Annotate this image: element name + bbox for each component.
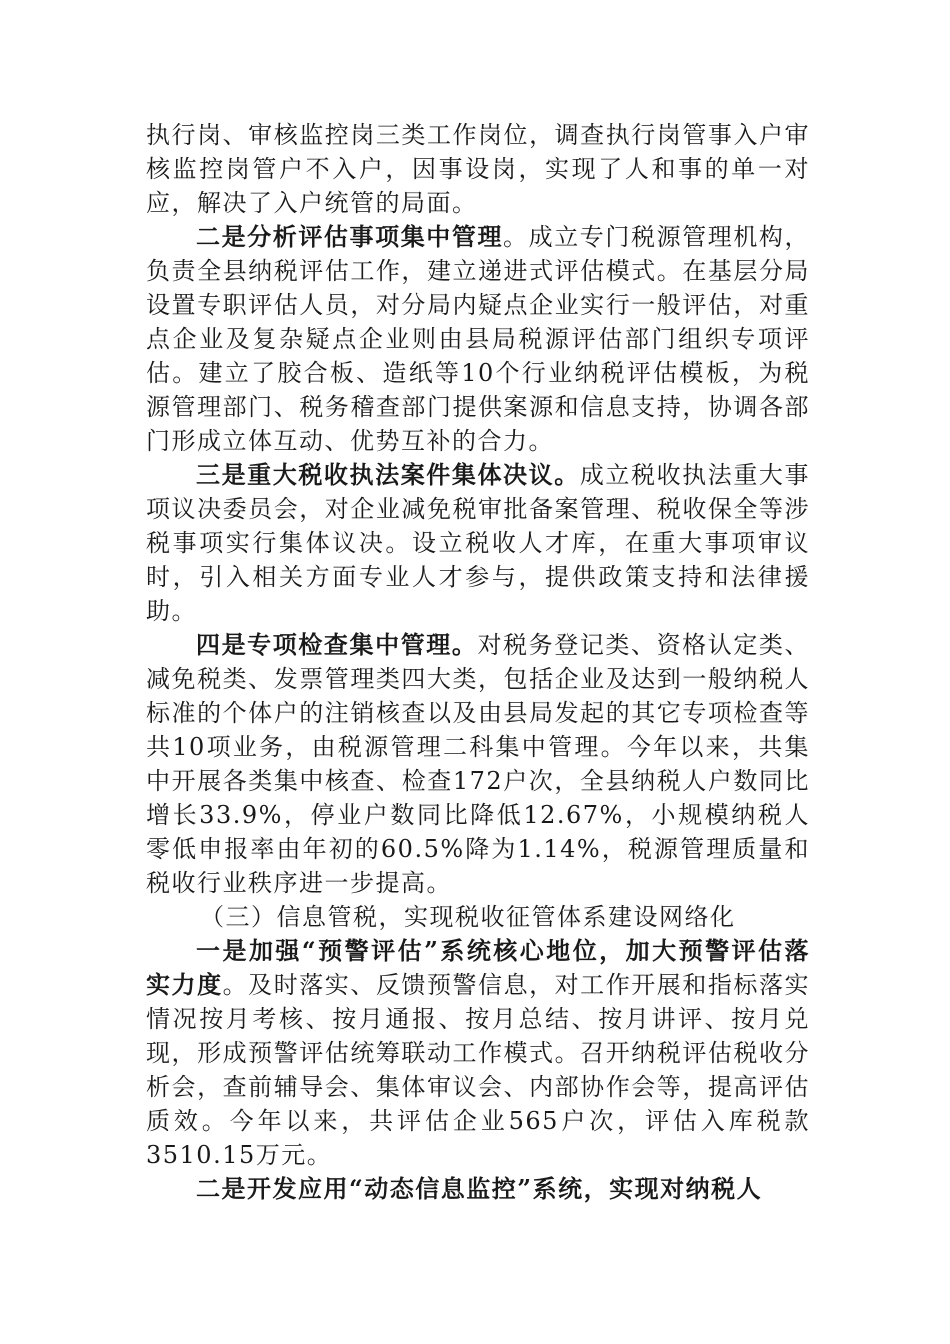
section-heading-text: （三）信息管税，实现税收征管体系建设网络化 [200, 903, 736, 931]
paragraph-4-text: 对税务登记类、资格认定类、减免税类、发票管理类四大类，包括企业及达到一般纳税人标准的个体户的注销核查以及由县局发起的其它专项检查等共10项业务，由税源管理二科集中管理。今年以来，共集中开展各类集中核查、检查172户次，全县纳税人户数同比增长33.9%，停业户数同比降低12.67%，小规模纳税人零低申报率由年初的60.5%降为1.14%，税源管理质量和税收行业秩序进一步提高。 [146, 631, 811, 897]
paragraph-3 [146, 458, 810, 628]
paragraph-7-lead: 二是开发应用“动态信息监控”系统，实现对纳税人 [196, 1174, 763, 1203]
paragraph-3-text: 成立税收执法重大事项议决委员会，对企业减免税审批备案管理、税收保全等涉税事项实行集体议决。设立税收人才库，在重大事项审议时，引入相关方面专业人才参与，提供政策支持和法律援助。 [146, 461, 811, 625]
paragraph-2-text: 。成立专门税源管理机构，负责全县纳税评估工作，建立递进式评估模式。在基层分局设置专职评估人员，对分局内疑点企业实行一般评估，对重点企业及复杂疑点企业则由县局税源评估部门组织专项评估。建立了胶合板、造纸等10个行业纳税评估模板，为税源管理部门、税务稽查部门提供案源和信息支持，协调各部门形成立体互动、优势互补的合力。 [146, 223, 811, 455]
paragraph-3-lead: 三是重大税收执法案件集体决议。 [196, 460, 580, 489]
document-page [146, 118, 810, 1206]
paragraph-4-lead: 四是专项检查集中管理。 [196, 630, 478, 659]
paragraph-1-text: 执行岗、审核监控岗三类工作岗位，调查执行岗管事入户审核监控岗管户不入户，因事设岗，实现了人和事的单一对应，解决了入户统管的局面。 [146, 121, 810, 217]
paragraph-1 [146, 118, 810, 220]
section-heading [146, 900, 810, 934]
paragraph-6-text: 。及时落实、反馈预警信息，对工作开展和指标落实情况按月考核、按月通报、按月总结、按月讲评、按月兑现，形成预警评估统筹联动工作模式。召开纳税评估税收分析会，查前辅导会、集体审议会、内部协作会等，提高评估质效。今年以来，共评估企业565户次，评估入库税款3510.15万元。 [146, 971, 811, 1169]
paragraph-6-lead: 一是加强“预警评估”系统核心地位，加大预警评估落实力度 [146, 936, 810, 999]
paragraph-2 [146, 220, 810, 458]
paragraph-7 [146, 1172, 810, 1206]
paragraph-6 [146, 934, 810, 1172]
paragraph-4 [146, 628, 810, 900]
paragraph-2-lead: 二是分析评估事项集中管理 [196, 222, 504, 251]
